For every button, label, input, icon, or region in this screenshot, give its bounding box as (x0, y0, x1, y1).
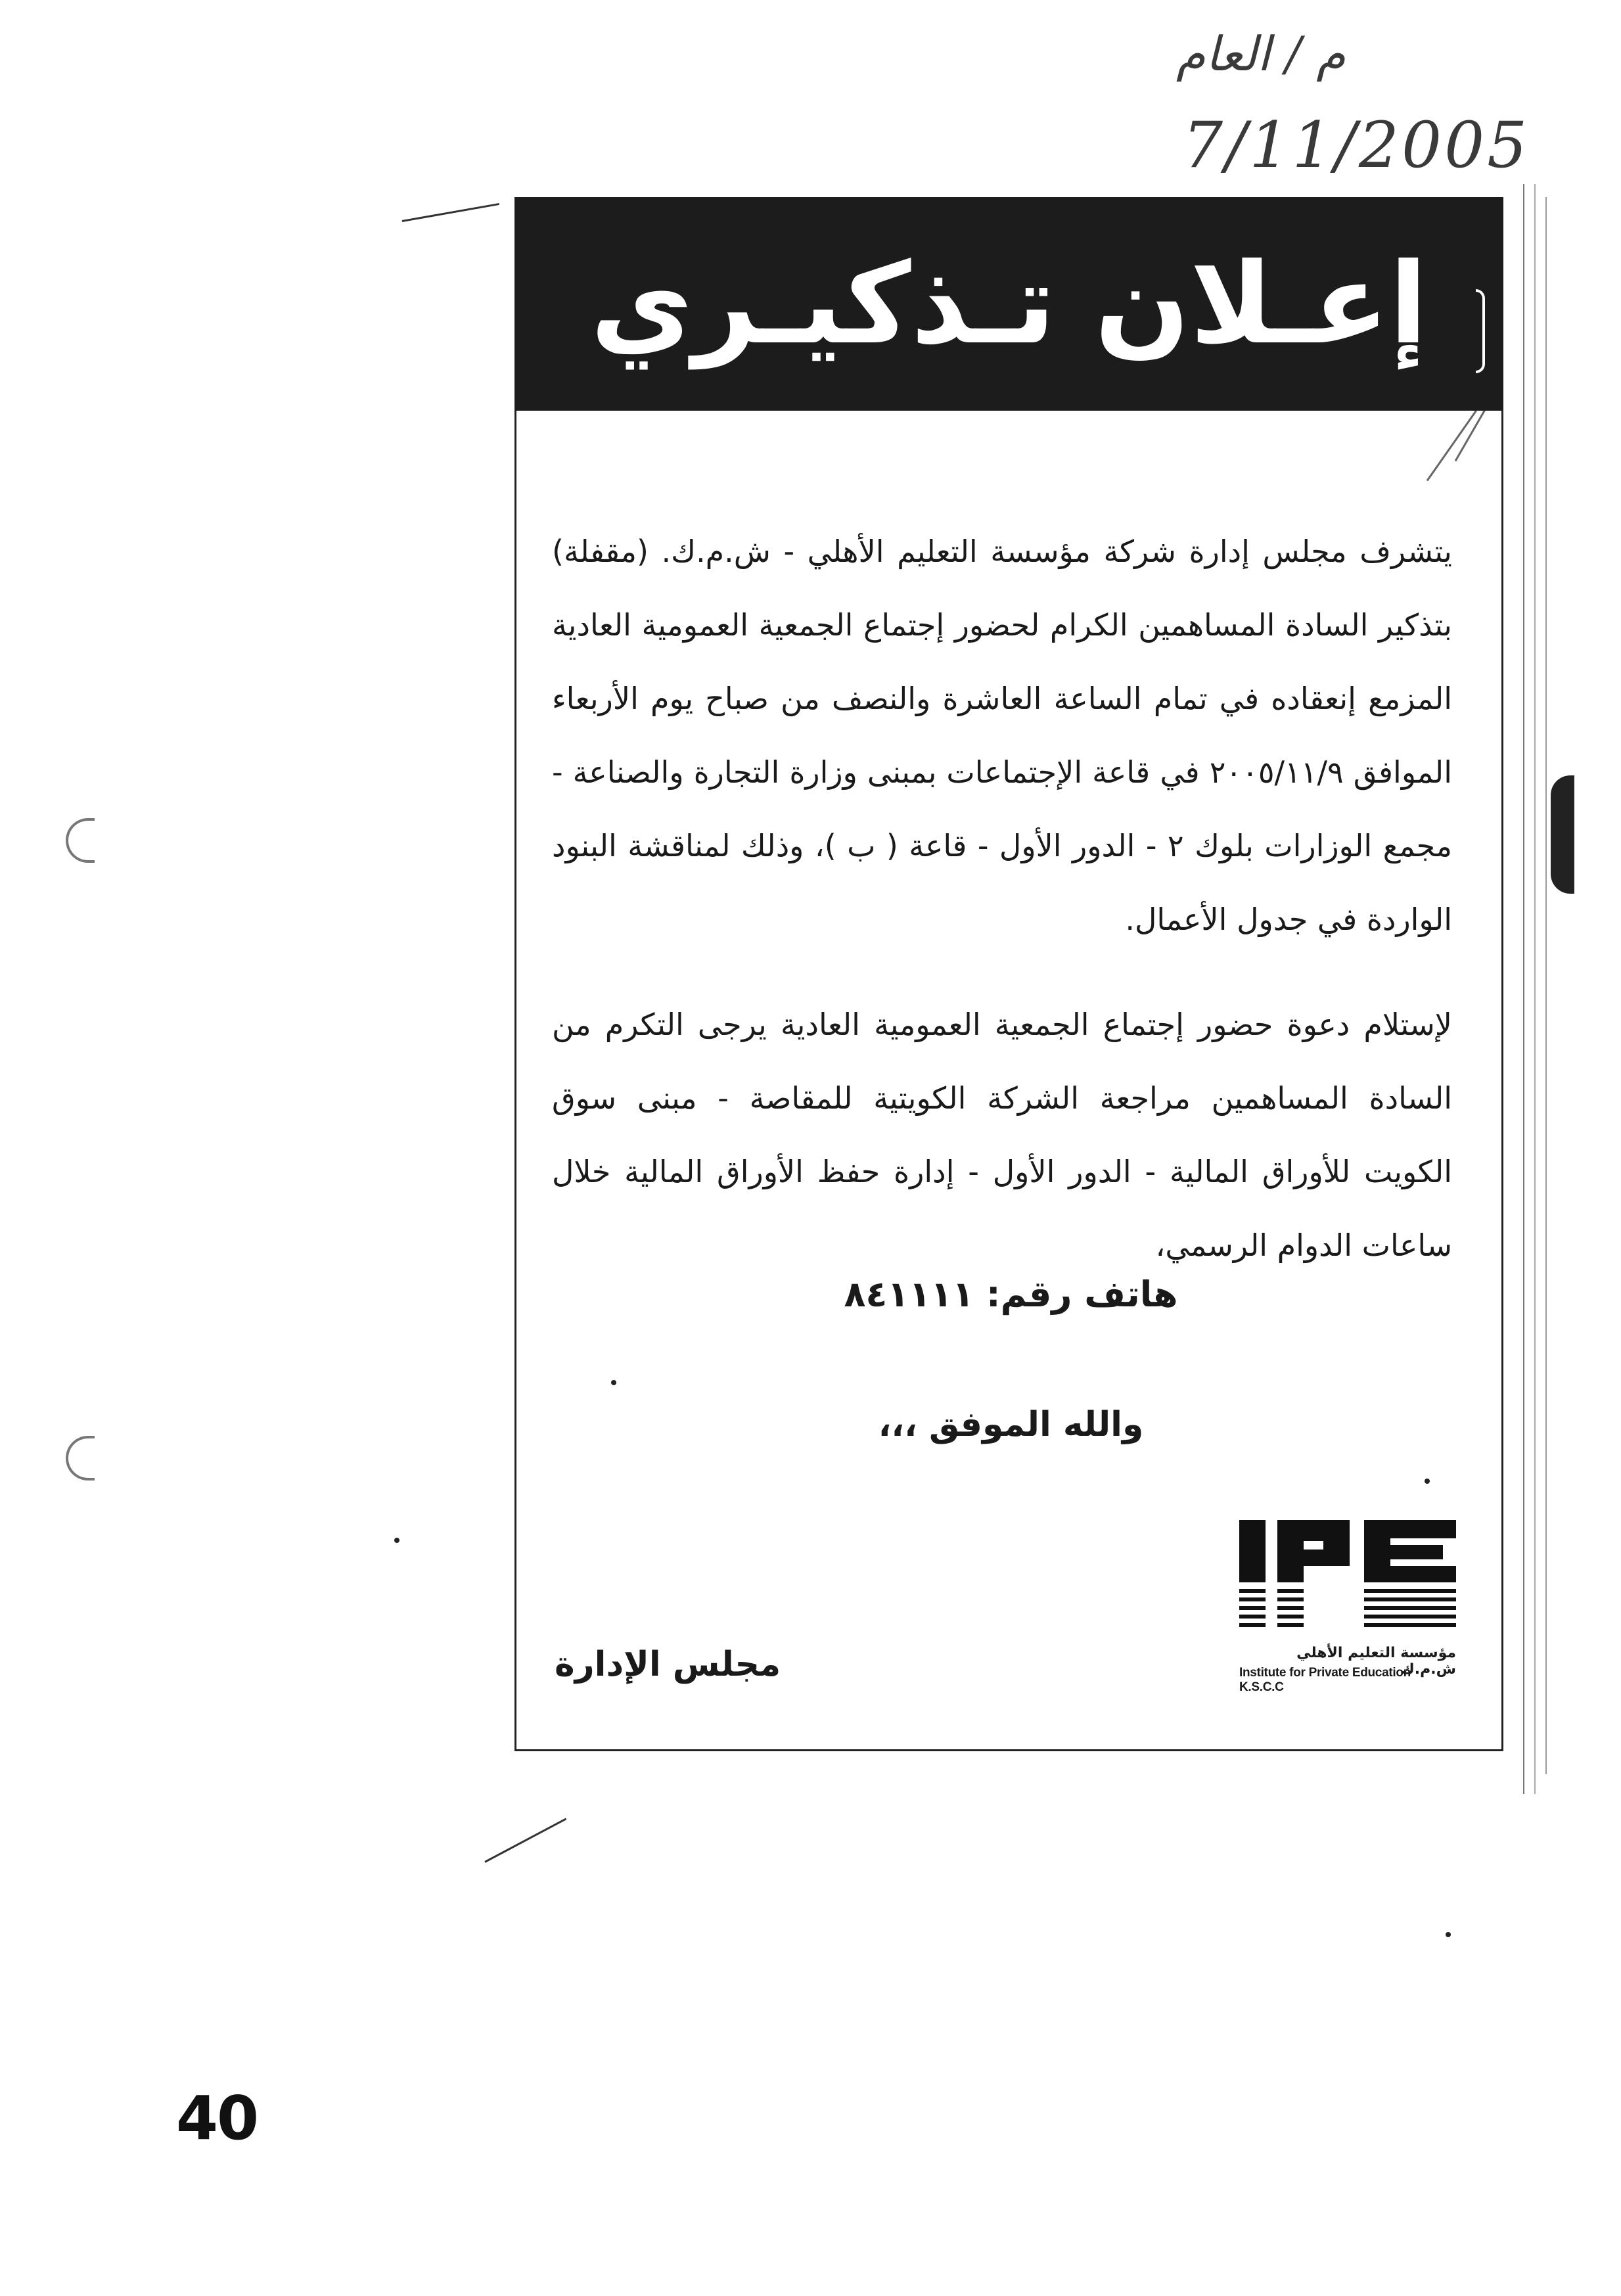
logo-arabic-name: مؤسسة التعليم الأهلي ش.م.ك (1296, 1645, 1456, 1678)
logo-english-name: Institute for Private Education K.S.C.C (1239, 1666, 1411, 1694)
scan-shadow (1551, 775, 1574, 894)
announcement-title: إعـلان تـذكيـري (590, 239, 1428, 369)
scan-edge-line (1534, 184, 1536, 1794)
pen-stroke (484, 1818, 566, 1862)
ipe-logo (1239, 1520, 1456, 1642)
phone-number: هاتف رقم: ٨٤١١١١ (844, 1274, 1178, 1315)
speck (1446, 1932, 1451, 1937)
page-number: 40 (176, 2083, 258, 2153)
scan-edge-line (1523, 184, 1524, 1794)
binder-hole (66, 818, 95, 863)
bracket-mark (1476, 289, 1485, 373)
announcement-box (514, 197, 1503, 1751)
signature-board: مجلس الإدارة (555, 1645, 781, 1684)
invitation-paragraph: يتشرف مجلس إدارة شركة مؤسسة التعليم الأهلي - ش.م.ك. (مقفلة) بتذكير السادة المساهمين الكرام لحضور إجتماع الجمعية العمومية العادية المزمع إنعقاده في تمام الساعة العاشرة والنصف من صباح يوم الأربعاء الموافق ٢٠٠٥/١١/٩ في قاعة الإجتماعات بمبنى وزارة التجارة والصناعة - مجمع الوزارات بلوك ٢ - الدور الأول - قاعة ( ب )، وذلك لمناقشة البنود الواردة في جدول الأعمال. (552, 534, 1452, 937)
speck (394, 1538, 400, 1543)
handwritten-date: 7/11/2005 (1183, 108, 1530, 182)
binder-hole (66, 1436, 95, 1481)
invitation-pickup-paragraph: لإستلام دعوة حضور إجتماع الجمعية العمومية العادية يرجى التكرم من السادة المساهمين مراجعة الشركة الكويتية للمقاصة - مبنى سوق الكويت للأوراق المالية - الدور الأول - إدارة حفظ الأوراق المالية خلال ساعات الدوام الرسمي، (552, 1007, 1452, 1263)
scan-edge-line (1545, 197, 1547, 1774)
closing-line: والله الموفق ،،، (878, 1405, 1144, 1444)
pen-stroke (402, 203, 499, 222)
title-banner (514, 197, 1503, 411)
handwritten-note: م / العام (1176, 26, 1346, 81)
